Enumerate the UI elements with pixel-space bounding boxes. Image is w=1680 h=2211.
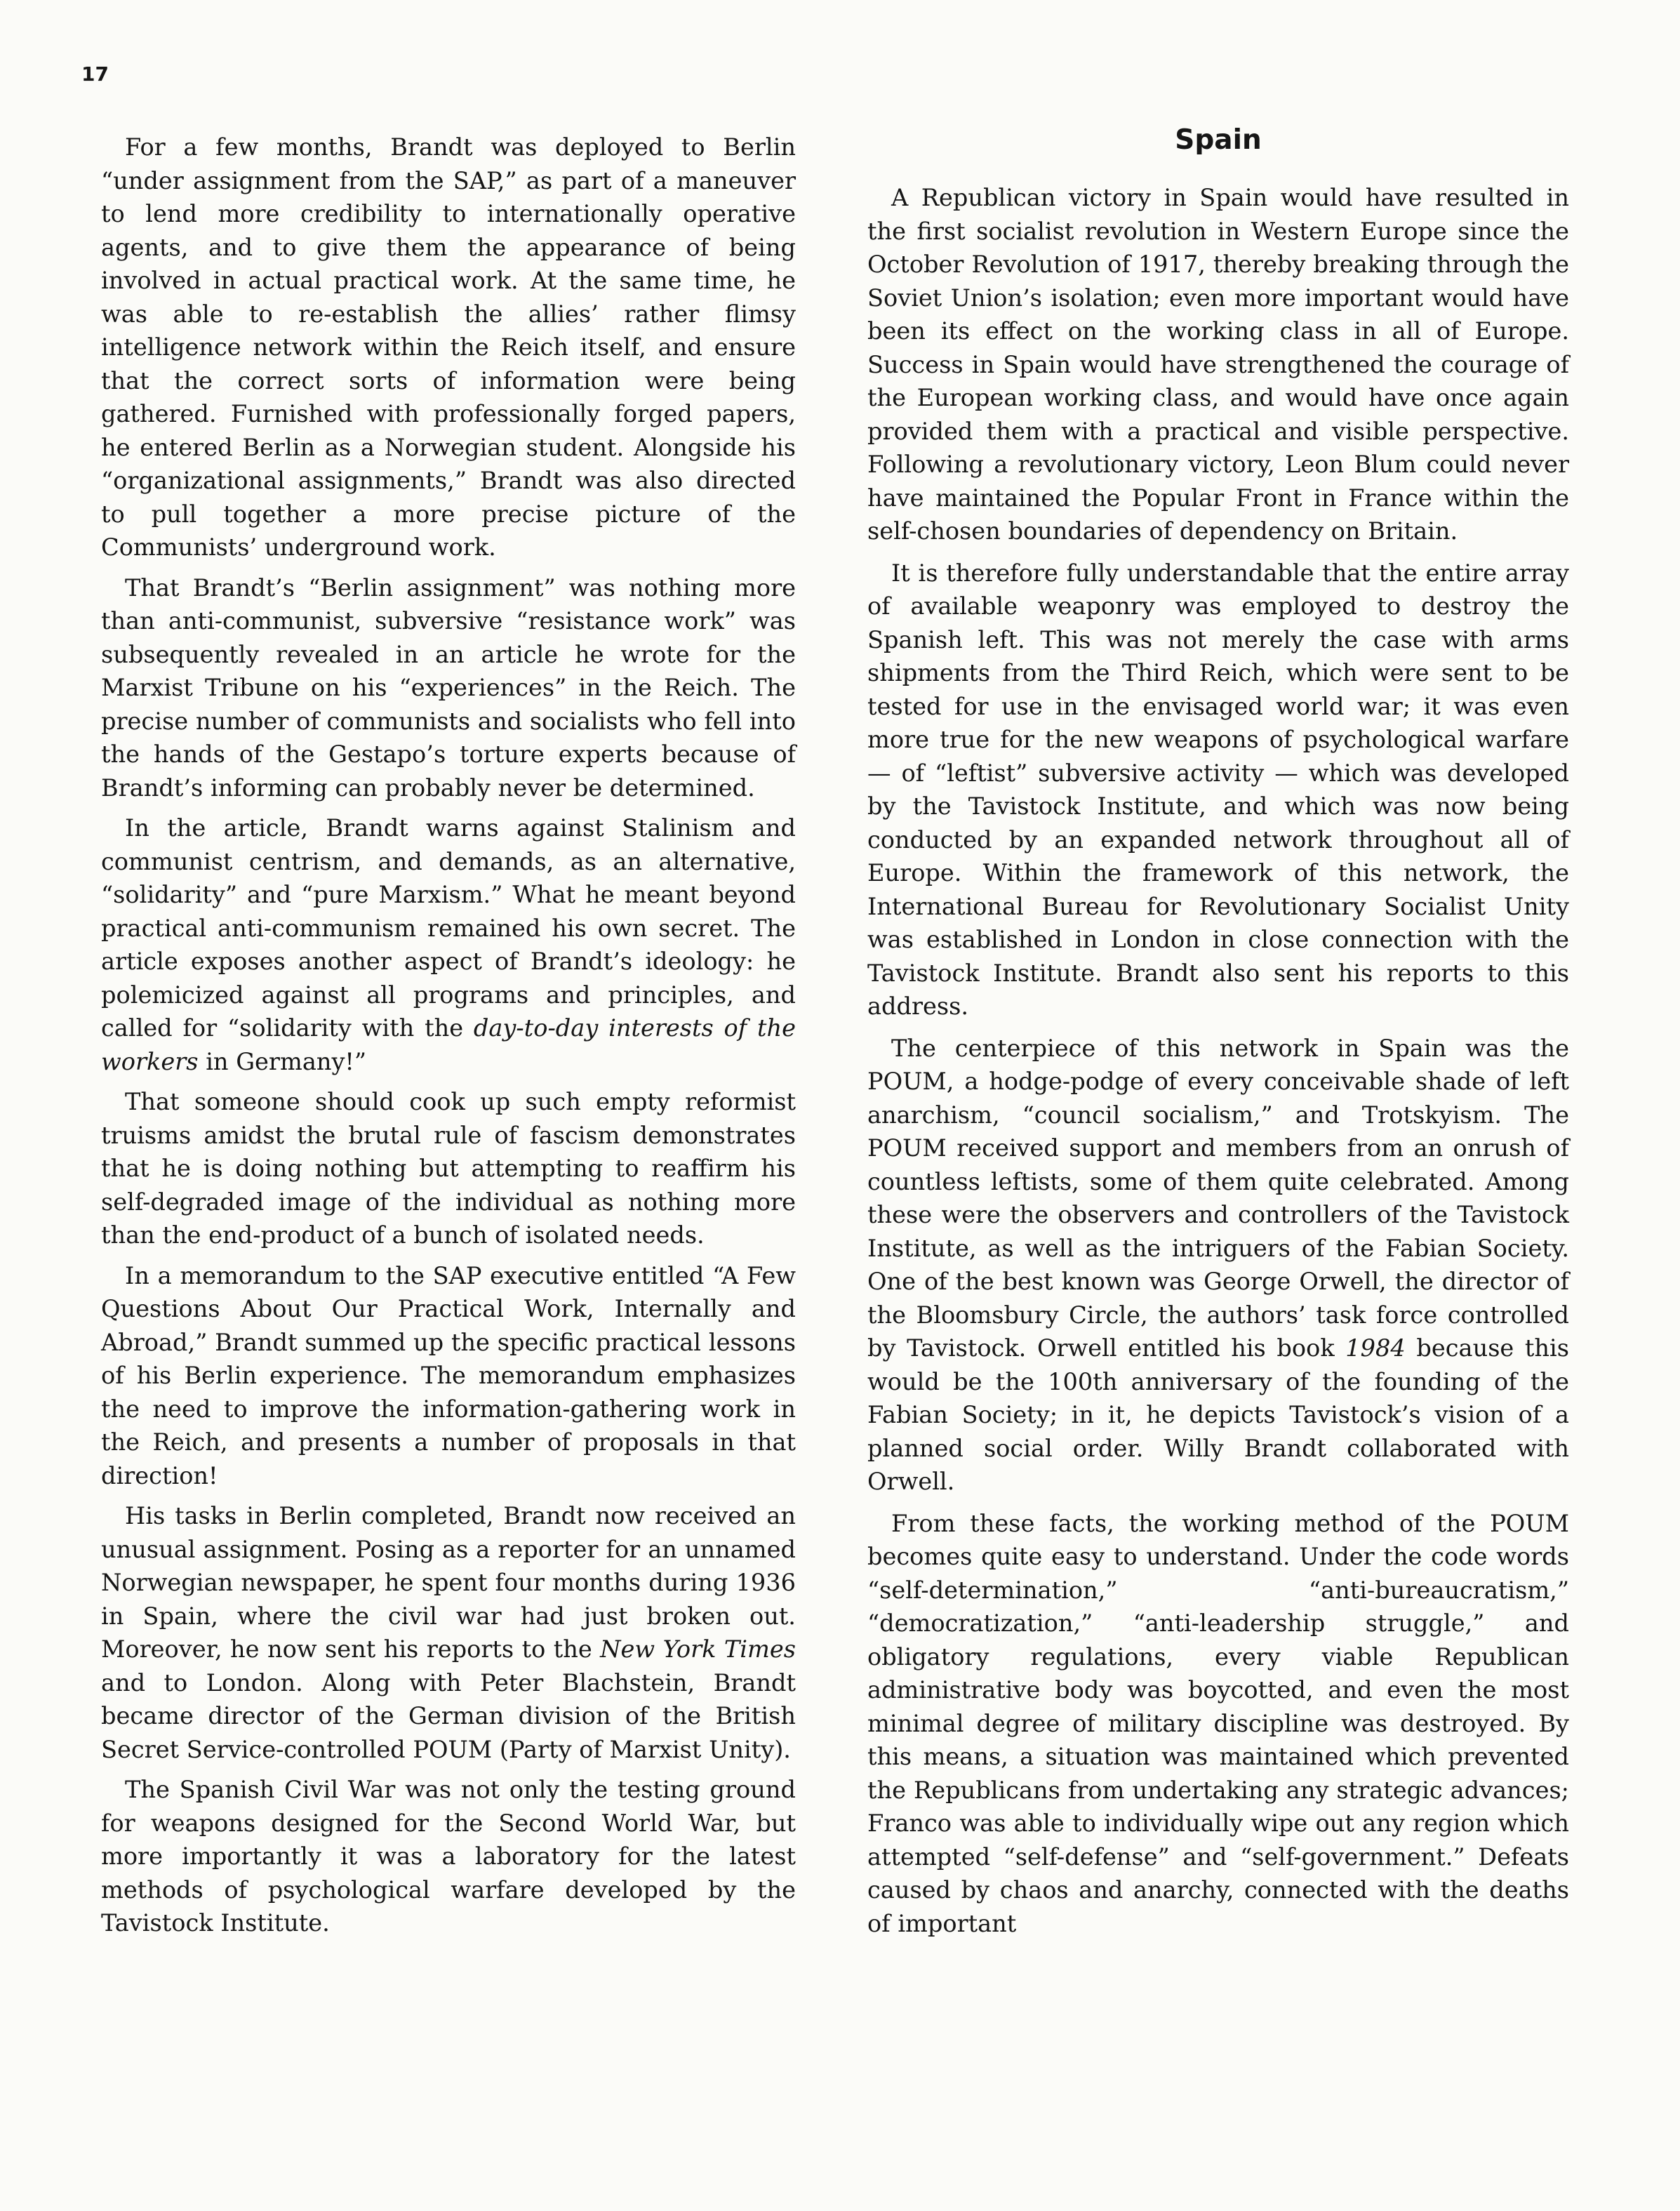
left-paragraph-3-text-after: in Germany!”	[198, 1047, 367, 1075]
left-paragraph-6	[101, 1499, 796, 1766]
right-paragraph-1: A Republican victory in Spain would have resulted in the first socialist revolution in Western Europe since the October Revolution of 1917, thereby breaking through the Soviet Union’s isolation; even more important would have been its effect on the working class in all of Europe. Success in Spain would have strengthened the courage of the European working class, and would have once again provided them with a practical and visible perspective. Following a revolutionary victory, Leon Blum could never have maintained the Popular Front in France within the self-chosen boundaries of dependency on Britain.	[867, 184, 1569, 545]
left-paragraph-5: In a memorandum to the SAP executive entitled “A Few Questions About Our Practical Work, Internally and Abroad,” Brandt summed up the specific practical lessons of his Berlin experience. The memorandum emphasizes the need to improve the information-gathering work in the Reich, and presents a number of proposals in that direction!	[101, 1261, 796, 1489]
page-number: 17	[81, 62, 109, 86]
right-paragraph-3	[867, 1032, 1569, 1499]
left-paragraph-4: That someone should cook up such empty reformist truisms amidst the brutal rule of fascism demonstrates that he is doing nothing but attempting to reaffirm his self-degraded image of the individual as nothing more than the end-product of a bunch of isolated needs.	[101, 1088, 796, 1249]
left-paragraph-2: That Brandt’s “Berlin assignment” was nothing more than anti-communist, subversive “resistance work” was subsequently revealed in an article he wrote for the Marxist Tribune on his “experiences” in the Reich. The precise number of communists and socialists who fell into the hands of the Gestapo’s torture experts because of Brandt’s informing can probably never be determined.	[101, 573, 796, 802]
left-paragraph-3-text-before: In the article, Brandt warns against Stalinism and communist centrism, and demands, as an alternative, “solidarity” and “pure Marxism.” What he meant beyond practical anti-communism remained his own secret. The article exposes another aspect of Brandt’s ideology: he polemicized against all programs and principles, and called for “solidarity with the	[101, 814, 796, 1042]
left-paragraph-6-text-after: and to London. Along with Peter Blachstein, Brandt became director of the German division of the British Secret Service-controlled POUM (Party of Marxist Unity).	[101, 1668, 796, 1763]
left-paragraph-6-text-before: His tasks in Berlin completed, Brandt now received an unusual assignment. Posing as a reporter for an unnamed Norwegian newspaper, he spent four months during 1936 in Spain, where the civil war had just broken out. Moreover, he now sent his reports to the	[101, 1502, 796, 1663]
left-column	[101, 131, 796, 1947]
right-paragraph-2: It is therefore fully understandable that the entire array of available weaponry was employed to destroy the Spanish left. This was not merely the case with arms shipments from the Third Reich, which were sent to be tested for use in the envisaged world war; it was even more true for the new weapons of psychological warfare — of “leftist” subversive activity — which was developed by the Tavistock Institute, and which was now being conducted by an expanded network throughout all of Europe. Within the framework of this network, the International Bureau for Revolutionary Socialist Unity was established in London in close connection with the Tavistock Institute. Brandt also sent his reports to this address.	[867, 559, 1569, 1020]
right-paragraph-4: From these facts, the working method of the POUM becomes quite easy to understand. Under the code words “self-determination,” “anti-bureaucratism,” “democratization,” “anti-leadership struggle,” and obligatory regulations, every viable Republican administrative body was boycotted, and even the most minimal degree of military discipline was destroyed. By this means, a situation was maintained which prevented the Republicans from undertaking any strategic advances; Franco was able to individually wipe out any region which attempted “self-defense” and “self-government.” Defeats caused by chaos and anarchy, connected with the deaths of important	[867, 1509, 1569, 1937]
section-heading-spain: Spain	[1175, 124, 1262, 156]
left-paragraph-3	[101, 811, 796, 1078]
right-paragraph-3-text-before: The centerpiece of this network in Spain was the POUM, a hodge-podge of every conceivable shade of left anarchism, “council socialism,” and Trotskyism. The POUM received support and members from an onrush of countless leftists, some of them quite celebrated. Among these were the observers and controllers of the Tavistock Institute, as well as the intriguers of the Fabian Society. One of the best known was George Orwell, the director of the Bloomsbury Circle, the authors’ task force controlled by Tavistock. Orwell entitled his book	[867, 1034, 1569, 1362]
right-paragraph-3-italic-text: 1984	[1345, 1334, 1406, 1362]
left-paragraph-6-italic-text: New York Times	[600, 1635, 796, 1663]
left-paragraph-3-italic-text: day-to-day interests of the workers	[101, 1014, 796, 1075]
right-paragraph-3-text-after: because this would be the 100th anniversary of the founding of the Fabian Society; in it, he depicts Tavistock’s vision of a planned social order. Willy Brandt collaborated with Orwell.	[867, 1334, 1569, 1495]
left-paragraph-1: For a few months, Brandt was deployed to Berlin “under assignment from the SAP,” as part of a maneuver to lend more credibility to internationally operative agents, and to give them the appearance of being involved in actual practical work. At the same time, he was able to re-establish the allies’ rather flimsy intelligence network within the Reich itself, and ensure that the correct sorts of information were being gathered. Furnished with professionally forged papers, he entered Berlin as a Norwegian student. Alongside his “organizational assignments,” Brandt was also directed to pull together a more precise picture of the Communists’ underground work.	[101, 133, 796, 561]
left-paragraph-7: The Spanish Civil War was not only the testing ground for weapons designed for the Second World War, but more importantly it was a laboratory for the latest methods of psychological warfare developed by the Tavistock Institute.	[101, 1776, 796, 1937]
right-column	[867, 124, 1569, 1948]
